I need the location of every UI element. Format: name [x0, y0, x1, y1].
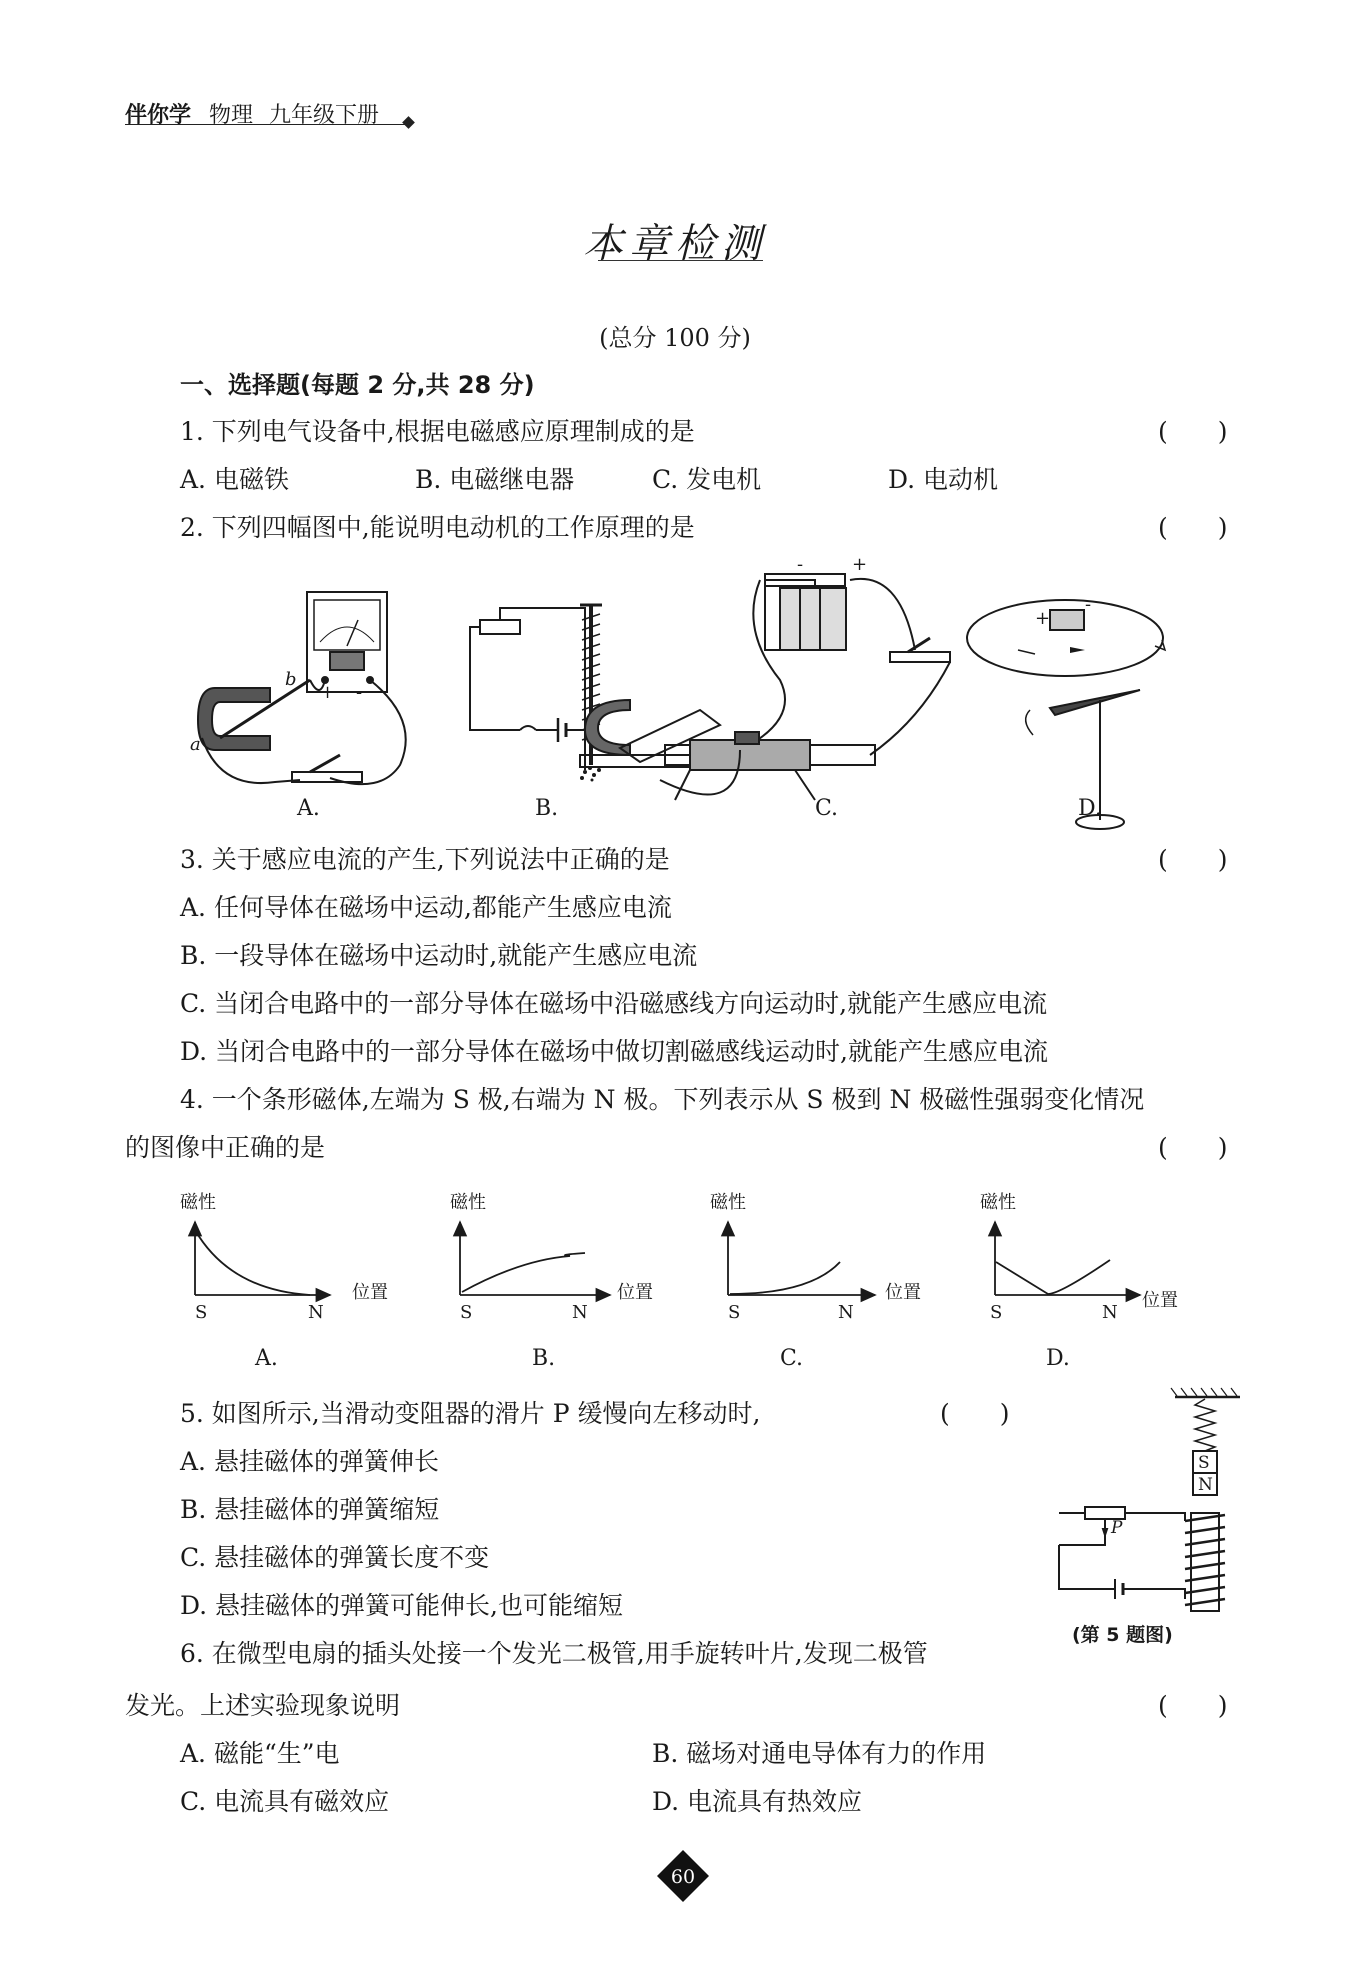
q3-option-b: B. 一段导体在磁场中运动时,就能产生感应电流: [180, 941, 698, 970]
fig-a-plus: +: [320, 682, 336, 703]
q4-stem-line2: 的图像中正确的是: [125, 1133, 326, 1162]
q4-graph-c: [728, 1222, 875, 1295]
page-title: 本章检测: [583, 221, 767, 267]
q6-stem-line1: 6. 在微型电扇的插头处接一个发光二极管,用手旋转叶片,发现二极管: [180, 1639, 928, 1668]
q6-option-a: A. 磁能“生”电: [180, 1739, 340, 1768]
fig-a-generator: [198, 592, 406, 784]
fig-d-oersted: [967, 600, 1165, 829]
q4d-xlabel: 位置: [1142, 1290, 1178, 1311]
q4-graph-b: [460, 1222, 610, 1295]
q4b-xlabel: 位置: [617, 1282, 653, 1303]
q3-option-d: D. 当闭合电路中的一部分导体在磁场中做切割磁感线运动时,就能产生感应电流: [180, 1037, 1048, 1066]
q2-answer-bracket[interactable]: ( ): [1158, 513, 1228, 542]
q5-fig-n: N: [1198, 1475, 1213, 1495]
q2-label-c: C.: [815, 796, 839, 821]
q4-label-b: B.: [532, 1346, 556, 1371]
q4-answer-bracket[interactable]: ( ): [1158, 1133, 1228, 1162]
header-rule: [125, 124, 410, 125]
q4-graph-d: [995, 1222, 1140, 1295]
q1-option-a: A. 电磁铁: [180, 465, 289, 494]
fig-a-label-a: a: [190, 734, 201, 755]
q5-fig-p: P: [1111, 1518, 1123, 1538]
q4-label-c: C.: [780, 1346, 804, 1371]
section-heading: 一、选择题(每题 2 分,共 28 分): [180, 371, 535, 399]
q1-option-c: C. 发电机: [652, 465, 762, 494]
q5-option-c: C. 悬挂磁体的弹簧长度不变: [180, 1543, 490, 1572]
q5-option-d: D. 悬挂磁体的弹簧可能伸长,也可能缩短: [180, 1591, 623, 1620]
q4c-s: S: [728, 1302, 741, 1323]
q4d-ylabel: 磁性: [980, 1192, 1016, 1213]
q6-option-c: C. 电流具有磁效应: [180, 1787, 390, 1816]
q2-label-b: B.: [535, 796, 559, 821]
q4-stem-line1: 4. 一个条形磁体,左端为 S 极,右端为 N 极。下列表示从 S 极到 N 极磁性强弱变化情况: [180, 1085, 1145, 1114]
q1-option-b: B. 电磁继电器: [415, 465, 575, 494]
q2-figures: [180, 550, 1200, 830]
q4b-n: N: [572, 1302, 588, 1323]
q4d-n: N: [1102, 1302, 1118, 1323]
q4a-ylabel: 磁性: [180, 1192, 216, 1213]
q5-option-a: A. 悬挂磁体的弹簧伸长: [180, 1447, 439, 1476]
q4a-n: N: [308, 1302, 324, 1323]
q3-option-a: A. 任何导体在磁场中运动,都能产生感应电流: [180, 893, 672, 922]
page-number: 60: [670, 1866, 696, 1888]
q3-option-c: C. 当闭合电路中的一部分导体在磁场中沿磁感线方向运动时,就能产生感应电流: [180, 989, 1048, 1018]
q5-figure: [1045, 1385, 1245, 1615]
brand: 伴你学: [125, 103, 192, 128]
q4c-xlabel: 位置: [885, 1282, 921, 1303]
q4b-ylabel: 磁性: [450, 1192, 486, 1213]
q5-option-b: B. 悬挂磁体的弹簧缩短: [180, 1495, 440, 1524]
q4d-s: S: [990, 1302, 1003, 1323]
title-underline: [598, 260, 763, 261]
fig-c-plus: +: [852, 554, 868, 575]
q4-graphs: [170, 1190, 1210, 1340]
q5-fig-s: S: [1198, 1453, 1210, 1473]
q6-answer-bracket[interactable]: ( ): [1158, 1691, 1228, 1720]
q4a-s: S: [195, 1302, 208, 1323]
page-number-badge: [655, 1848, 711, 1904]
fig-d-minus: -: [1085, 594, 1092, 615]
q1-answer-bracket[interactable]: ( ): [1158, 417, 1228, 446]
fig-c-minus: -: [797, 554, 804, 575]
q4-label-a: A.: [255, 1346, 278, 1371]
q2-label-d: D.: [1078, 796, 1102, 821]
q2-stem: 2. 下列四幅图中,能说明电动机的工作原理的是: [180, 513, 695, 542]
grade: 九年级下册: [269, 103, 380, 128]
q3-answer-bracket[interactable]: ( ): [1158, 845, 1228, 874]
q6-option-d: D. 电流具有热效应: [652, 1787, 863, 1816]
total-score: (总分 100 分): [599, 324, 751, 352]
q6-option-b: B. 磁场对通电导体有力的作用: [652, 1739, 987, 1768]
header-diamond: [402, 116, 415, 129]
q4-graph-a: [195, 1222, 330, 1295]
q2-label-a: A.: [297, 796, 320, 821]
fig-a-minus: -: [356, 682, 363, 703]
q4a-xlabel: 位置: [352, 1282, 388, 1303]
q4-label-d: D.: [1046, 1346, 1070, 1371]
q4c-ylabel: 磁性: [710, 1192, 746, 1213]
q4c-n: N: [838, 1302, 854, 1323]
fig-a-label-b: b: [285, 669, 297, 690]
q5-stem: 5. 如图所示,当滑动变阻器的滑片 P 缓慢向左移动时,: [180, 1399, 761, 1428]
q3-stem: 3. 关于感应电流的产生,下列说法中正确的是: [180, 845, 670, 874]
q5-figure-caption: (第 5 题图): [1072, 1624, 1173, 1646]
q4b-s: S: [460, 1302, 473, 1323]
q1-stem: 1. 下列电气设备中,根据电磁感应原理制成的是: [180, 417, 695, 446]
fig-d-plus: +: [1035, 608, 1051, 629]
subject: 物理: [209, 103, 254, 128]
q5-answer-bracket[interactable]: ( ): [940, 1399, 1010, 1428]
fig-c-motor: [580, 574, 950, 800]
q1-option-d: D. 电动机: [888, 465, 999, 494]
q6-stem-line2: 发光。上述实验现象说明: [125, 1691, 401, 1720]
